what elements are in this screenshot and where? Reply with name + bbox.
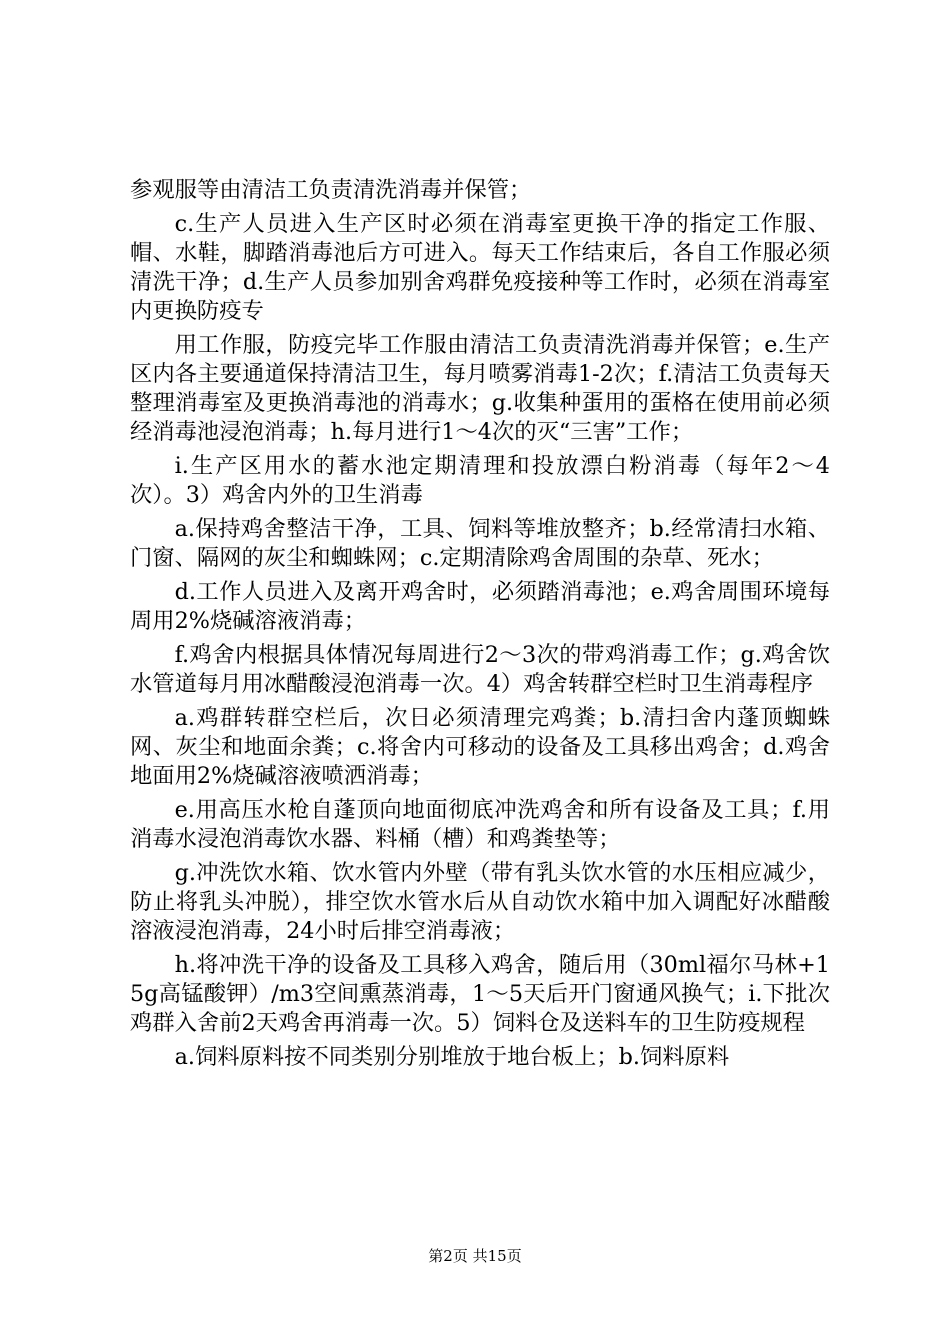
paragraph: 用工作服，防疫完毕工作服由清洁工负责清洗消毒并保管；e.生产区内各主要通道保持清洁卫生，每月喷雾消毒1-2次；f.清洁工负责每天整理消毒室及更换消毒池的消毒水；g.收集种蛋用的蛋格在使用前必须经消毒池浸泡消毒；h.每月进行1～4次的灭“三害”工作； [130, 332, 830, 445]
paragraph: d.工作人员进入及离开鸡舍时，必须踏消毒池；e.鸡舍周围环境每周用2%烧碱溶液消毒； [130, 579, 830, 634]
paragraph: g.冲洗饮水箱、饮水管内外壁（带有乳头饮水管的水压相应减少，防止将乳头冲脱），排空饮水管水后从自动饮水箱中加入调配好冰醋酸溶液浸泡消毒，24小时后排空消毒液； [130, 860, 830, 944]
paragraph: f.鸡舍内根据具体情况每周进行2～3次的带鸡消毒工作；g.鸡舍饮水管道每月用冰醋酸浸泡消毒一次。4）鸡舍转群空栏时卫生消毒程序 [130, 642, 830, 697]
page-number-footer: 第2页 共15页 [428, 1247, 522, 1265]
paragraph: a.鸡群转群空栏后，次日必须清理完鸡粪；b.清扫舍内蓬顶蜘蛛网、灰尘和地面余粪；c.将舍内可移动的设备及工具移出鸡舍；d.鸡舍地面用2%烧碱溶液喷洒消毒； [130, 705, 830, 789]
paragraph: 参观服等由清洁工负责清洗消毒并保管； [130, 177, 532, 203]
paragraph: i.生产区用水的蓄水池定期清理和投放漂白粉消毒（每年2～4次）。3）鸡舍内外的卫生消毒 [130, 453, 830, 508]
paragraph: c.生产人员进入生产区时必须在消毒室更换干净的指定工作服、帽、水鞋，脚踏消毒池后方可进入。每天工作结束后，各自工作服必须清洗干净；d.生产人员参加别舍鸡群免疫接种等工作时，必须在消毒室内更换防疫专 [130, 211, 830, 324]
paragraph: a.保持鸡舍整洁干净，工具、饲料等堆放整齐；b.经常清扫水箱、门窗、隔网的灰尘和蜘蛛网；c.定期清除鸡舍周围的杂草、死水； [130, 516, 830, 571]
paragraph: a.饲料原料按不同类别分别堆放于地台板上；b.饲料原料 [174, 1044, 730, 1070]
paragraph: e.用高压水枪自蓬顶向地面彻底冲洗鸡舍和所有设备及工具；f.用消毒水浸泡消毒饮水器、料桶（槽）和鸡粪垫等； [130, 797, 830, 852]
paragraph: h.将冲洗干净的设备及工具移入鸡舍，随后用（30ml福尔马林+15g高锰酸钾）/m3空间熏蒸消毒，1～5天后开门窗通风换气；i.下批次鸡群入舍前2天鸡舍再消毒一次。5）饲料仓及送料车的卫生防疫规程 [130, 952, 830, 1036]
document-body [130, 176, 830, 1077]
